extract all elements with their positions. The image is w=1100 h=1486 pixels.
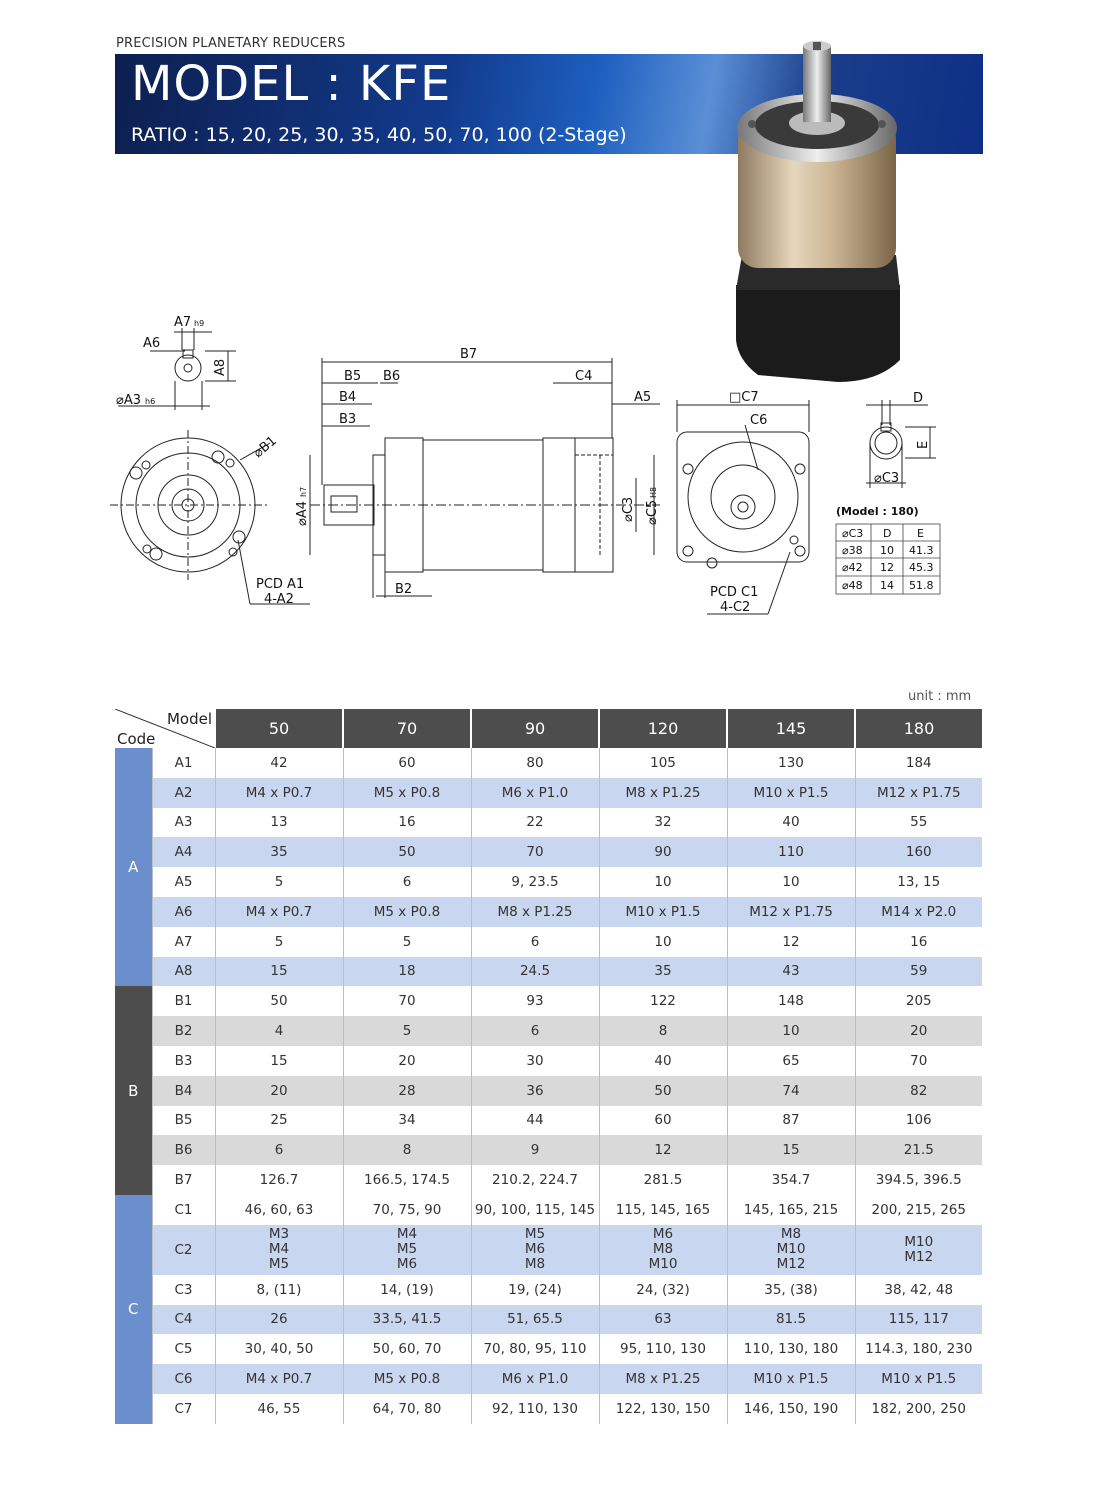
unit-label: unit : mm <box>908 689 972 704</box>
value-cell: 10 <box>727 1016 855 1046</box>
label-b4: B4 <box>339 390 357 405</box>
page-kicker: PRECISION PLANETARY REDUCERS <box>116 36 346 51</box>
model180-header-d: D <box>883 527 892 540</box>
value-cell: 46, 60, 63 <box>215 1195 343 1225</box>
value-cell: 30 <box>471 1046 599 1076</box>
code-cell: A7 <box>152 927 215 957</box>
code-cell: B2 <box>152 1016 215 1046</box>
value-cell: 80 <box>471 748 599 778</box>
value-cell: 5 <box>343 1016 471 1046</box>
label-pcd-c1: PCD C1 <box>710 585 759 600</box>
value-cell: 18 <box>343 957 471 987</box>
value-cell: M5 x P0.8 <box>343 1364 471 1394</box>
corner-code-label: Code <box>117 730 156 748</box>
value-cell: 130 <box>727 748 855 778</box>
value-cell: 184 <box>855 748 982 778</box>
value-cell: 115, 117 <box>855 1305 982 1335</box>
code-cell: B5 <box>152 1106 215 1136</box>
technical-drawings <box>0 0 1100 660</box>
table-row <box>115 1046 982 1076</box>
value-cell: 42 <box>215 748 343 778</box>
code-cell: C1 <box>152 1195 215 1225</box>
value-cell: 106 <box>855 1106 982 1136</box>
table-row <box>115 1076 982 1106</box>
model-header: 180 <box>855 709 982 748</box>
value-cell: M8 x P1.25 <box>599 1364 727 1394</box>
value-cell: 43 <box>727 957 855 987</box>
value-cell: M4 x P0.7 <box>215 1364 343 1394</box>
label-c3-section: ⌀C3 <box>874 471 900 486</box>
code-cell: A6 <box>152 897 215 927</box>
label-c4: C4 <box>575 369 593 384</box>
value-cell: 13 <box>215 808 343 838</box>
table-row <box>115 1106 982 1136</box>
value-cell: 30, 40, 50 <box>215 1334 343 1364</box>
value-cell: 110, 130, 180 <box>727 1334 855 1364</box>
value-cell: 16 <box>343 808 471 838</box>
value-cell: 38, 42, 48 <box>855 1275 982 1305</box>
value-cell: M4 x P0.7 <box>215 778 343 808</box>
value-cell: 14, (19) <box>343 1275 471 1305</box>
table-row <box>115 1016 982 1046</box>
code-cell: B1 <box>152 986 215 1016</box>
model180-cell: 10 <box>880 544 894 557</box>
value-cell: 166.5, 174.5 <box>343 1165 471 1195</box>
value-cell: 70, 75, 90 <box>343 1195 471 1225</box>
label-c5: ⌀C5 <box>645 499 660 525</box>
value-cell: 35 <box>599 957 727 987</box>
table-row <box>115 778 982 808</box>
table-row <box>115 1275 982 1305</box>
table-corner <box>115 709 215 748</box>
label-a5: A5 <box>634 390 652 405</box>
table-row <box>115 748 982 778</box>
table-row <box>115 867 982 897</box>
value-cell: 32 <box>599 808 727 838</box>
value-cell: 10 <box>599 867 727 897</box>
model180-cell: 51.8 <box>909 579 934 592</box>
value-cell: M14 x P2.0 <box>855 897 982 927</box>
value-cell: 50 <box>343 837 471 867</box>
label-4-c2: 4-C2 <box>720 600 751 615</box>
spec-table-body <box>115 748 982 1424</box>
value-cell: 9 <box>471 1135 599 1165</box>
label-b2: B2 <box>395 582 413 597</box>
label-e: E <box>916 440 931 449</box>
value-cell: 70 <box>471 837 599 867</box>
value-cell: 110 <box>727 837 855 867</box>
spec-table <box>115 709 982 1424</box>
value-cell: 10 <box>727 867 855 897</box>
value-cell: 60 <box>599 1106 727 1136</box>
value-cell: 82 <box>855 1076 982 1106</box>
label-h6: h6 <box>145 397 156 406</box>
label-d: D <box>913 391 924 406</box>
code-cell: B3 <box>152 1046 215 1076</box>
value-cell: M10 M12 <box>855 1225 982 1275</box>
value-cell: M5 x P0.8 <box>343 778 471 808</box>
model180-cell: 14 <box>880 579 894 592</box>
value-cell: 35, (38) <box>727 1275 855 1305</box>
value-cell: M6 x P1.0 <box>471 778 599 808</box>
code-cell: A4 <box>152 837 215 867</box>
value-cell: 6 <box>471 927 599 957</box>
value-cell: 51, 65.5 <box>471 1305 599 1335</box>
group-label: C <box>115 1195 152 1424</box>
value-cell: 15 <box>215 957 343 987</box>
value-cell: 122 <box>599 986 727 1016</box>
value-cell: 12 <box>727 927 855 957</box>
code-cell: B7 <box>152 1165 215 1195</box>
value-cell: 15 <box>727 1135 855 1165</box>
label-h9: h9 <box>194 319 205 328</box>
value-cell: 50 <box>599 1076 727 1106</box>
model-header: 145 <box>727 709 855 748</box>
label-c3: ⌀C3 <box>621 496 636 522</box>
value-cell: 354.7 <box>727 1165 855 1195</box>
value-cell: M8 x P1.25 <box>471 897 599 927</box>
value-cell: 64, 70, 80 <box>343 1394 471 1424</box>
value-cell: 160 <box>855 837 982 867</box>
value-cell: 24.5 <box>471 957 599 987</box>
table-row <box>115 1394 982 1424</box>
value-cell: 59 <box>855 957 982 987</box>
label-a3: ⌀A3 <box>116 393 141 408</box>
value-cell: M10 x P1.5 <box>855 1364 982 1394</box>
table-row <box>115 1364 982 1394</box>
value-cell: 90, 100, 115, 145 <box>471 1195 599 1225</box>
code-cell: C7 <box>152 1394 215 1424</box>
value-cell: 12 <box>599 1135 727 1165</box>
code-cell: A2 <box>152 778 215 808</box>
value-cell: M5 M6 M8 <box>471 1225 599 1275</box>
value-cell: 205 <box>855 986 982 1016</box>
value-cell: M6 x P1.0 <box>471 1364 599 1394</box>
value-cell: 92, 110, 130 <box>471 1394 599 1424</box>
value-cell: 22 <box>471 808 599 838</box>
table-row <box>115 986 982 1016</box>
group-label: B <box>115 986 152 1195</box>
value-cell: 394.5, 396.5 <box>855 1165 982 1195</box>
code-cell: C3 <box>152 1275 215 1305</box>
value-cell: 146, 150, 190 <box>727 1394 855 1424</box>
value-cell: M10 x P1.5 <box>727 1364 855 1394</box>
label-b1: ⌀B1 <box>250 433 280 462</box>
value-cell: 70 <box>855 1046 982 1076</box>
value-cell: 5 <box>215 927 343 957</box>
table-row <box>115 927 982 957</box>
value-cell: 35 <box>215 837 343 867</box>
value-cell: 145, 165, 215 <box>727 1195 855 1225</box>
value-cell: 10 <box>599 927 727 957</box>
model180-header-c3: ⌀C3 <box>842 527 864 540</box>
value-cell: 24, (32) <box>599 1275 727 1305</box>
value-cell: M3 M4 M5 <box>215 1225 343 1275</box>
value-cell: 8 <box>599 1016 727 1046</box>
label-c6: C6 <box>750 413 768 428</box>
corner-model-label: Model <box>166 710 212 728</box>
value-cell: 50 <box>215 986 343 1016</box>
model180-table <box>836 505 940 594</box>
value-cell: 8, (11) <box>215 1275 343 1305</box>
table-row <box>115 1334 982 1364</box>
value-cell: 74 <box>727 1076 855 1106</box>
value-cell: 50, 60, 70 <box>343 1334 471 1364</box>
label-pcd-a1: PCD A1 <box>256 577 305 592</box>
value-cell: 8 <box>343 1135 471 1165</box>
value-cell: M10 x P1.5 <box>727 778 855 808</box>
model180-cell: 12 <box>880 561 894 574</box>
model180-cell: 41.3 <box>909 544 934 557</box>
label-b5: B5 <box>344 369 362 384</box>
model180-cell: ⌀38 <box>842 544 863 557</box>
label-b3: B3 <box>339 412 357 427</box>
value-cell: 40 <box>727 808 855 838</box>
value-cell: M12 x P1.75 <box>727 897 855 927</box>
value-cell: 40 <box>599 1046 727 1076</box>
value-cell: M4 x P0.7 <box>215 897 343 927</box>
model180-cell: 45.3 <box>909 561 934 574</box>
value-cell: 44 <box>471 1106 599 1136</box>
label-h8: H8 <box>649 486 658 498</box>
label-a6: A6 <box>143 336 161 351</box>
value-cell: 115, 145, 165 <box>599 1195 727 1225</box>
value-cell: 15 <box>215 1046 343 1076</box>
value-cell: M8 M10 M12 <box>727 1225 855 1275</box>
code-cell: C6 <box>152 1364 215 1394</box>
code-cell: C5 <box>152 1334 215 1364</box>
value-cell: 114.3, 180, 230 <box>855 1334 982 1364</box>
value-cell: 200, 215, 265 <box>855 1195 982 1225</box>
value-cell: 4 <box>215 1016 343 1046</box>
label-h7: h7 <box>299 486 308 497</box>
value-cell: 46, 55 <box>215 1394 343 1424</box>
model180-header-e: E <box>917 527 924 540</box>
value-cell: 95, 110, 130 <box>599 1334 727 1364</box>
value-cell: M10 x P1.5 <box>599 897 727 927</box>
value-cell: 6 <box>471 1016 599 1046</box>
value-cell: 33.5, 41.5 <box>343 1305 471 1335</box>
label-b6: B6 <box>383 369 401 384</box>
model-header: 70 <box>343 709 471 748</box>
table-row <box>115 808 982 838</box>
value-cell: 105 <box>599 748 727 778</box>
value-cell: 122, 130, 150 <box>599 1394 727 1424</box>
label-b7: B7 <box>460 347 478 362</box>
value-cell: 19, (24) <box>471 1275 599 1305</box>
ratio-text: RATIO : 15, 20, 25, 30, 35, 40, 50, 70, 100 (2-Stage) <box>131 124 627 146</box>
label-a4: ⌀A4 <box>295 501 310 526</box>
value-cell: 9, 23.5 <box>471 867 599 897</box>
model180-cell: ⌀48 <box>842 579 863 592</box>
value-cell: 6 <box>343 867 471 897</box>
value-cell: 148 <box>727 986 855 1016</box>
value-cell: 281.5 <box>599 1165 727 1195</box>
code-cell: B4 <box>152 1076 215 1106</box>
model180-title: (Model : 180) <box>836 505 919 518</box>
code-cell: A5 <box>152 867 215 897</box>
value-cell: 20 <box>343 1046 471 1076</box>
table-row <box>115 837 982 867</box>
table-row <box>115 1135 982 1165</box>
value-cell: 13, 15 <box>855 867 982 897</box>
code-cell: A3 <box>152 808 215 838</box>
value-cell: 28 <box>343 1076 471 1106</box>
value-cell: M4 M5 M6 <box>343 1225 471 1275</box>
value-cell: 34 <box>343 1106 471 1136</box>
table-row <box>115 957 982 987</box>
value-cell: 55 <box>855 808 982 838</box>
value-cell: 63 <box>599 1305 727 1335</box>
value-cell: 70 <box>343 986 471 1016</box>
page-title: MODEL : KFE <box>131 56 452 112</box>
value-cell: 87 <box>727 1106 855 1136</box>
label-c7: □C7 <box>729 390 759 405</box>
value-cell: M6 M8 M10 <box>599 1225 727 1275</box>
value-cell: 20 <box>855 1016 982 1046</box>
value-cell: 182, 200, 250 <box>855 1394 982 1424</box>
model-header: 90 <box>471 709 599 748</box>
code-cell: A1 <box>152 748 215 778</box>
group-label: A <box>115 748 152 986</box>
code-cell: B6 <box>152 1135 215 1165</box>
table-row <box>115 1195 982 1225</box>
value-cell: 26 <box>215 1305 343 1335</box>
value-cell: 21.5 <box>855 1135 982 1165</box>
table-row <box>115 897 982 927</box>
value-cell: 81.5 <box>727 1305 855 1335</box>
value-cell: 60 <box>343 748 471 778</box>
code-cell: C2 <box>152 1225 215 1275</box>
model180-cell: ⌀42 <box>842 561 863 574</box>
label-a7: A7 <box>174 315 192 330</box>
value-cell: 5 <box>215 867 343 897</box>
value-cell: M8 x P1.25 <box>599 778 727 808</box>
table-row <box>115 1305 982 1335</box>
value-cell: 126.7 <box>215 1165 343 1195</box>
value-cell: 93 <box>471 986 599 1016</box>
value-cell: 70, 80, 95, 110 <box>471 1334 599 1364</box>
model-header: 50 <box>215 709 343 748</box>
value-cell: M5 x P0.8 <box>343 897 471 927</box>
value-cell: 65 <box>727 1046 855 1076</box>
label-4-a2: 4-A2 <box>264 592 294 607</box>
model-header: 120 <box>599 709 727 748</box>
value-cell: 6 <box>215 1135 343 1165</box>
value-cell: M12 x P1.75 <box>855 778 982 808</box>
value-cell: 16 <box>855 927 982 957</box>
code-cell: A8 <box>152 957 215 987</box>
code-cell: C4 <box>152 1305 215 1335</box>
table-row <box>115 1225 982 1275</box>
table-row <box>115 1165 982 1195</box>
value-cell: 210.2, 224.7 <box>471 1165 599 1195</box>
value-cell: 36 <box>471 1076 599 1106</box>
value-cell: 5 <box>343 927 471 957</box>
value-cell: 25 <box>215 1106 343 1136</box>
value-cell: 90 <box>599 837 727 867</box>
label-a8: A8 <box>213 358 228 376</box>
value-cell: 20 <box>215 1076 343 1106</box>
